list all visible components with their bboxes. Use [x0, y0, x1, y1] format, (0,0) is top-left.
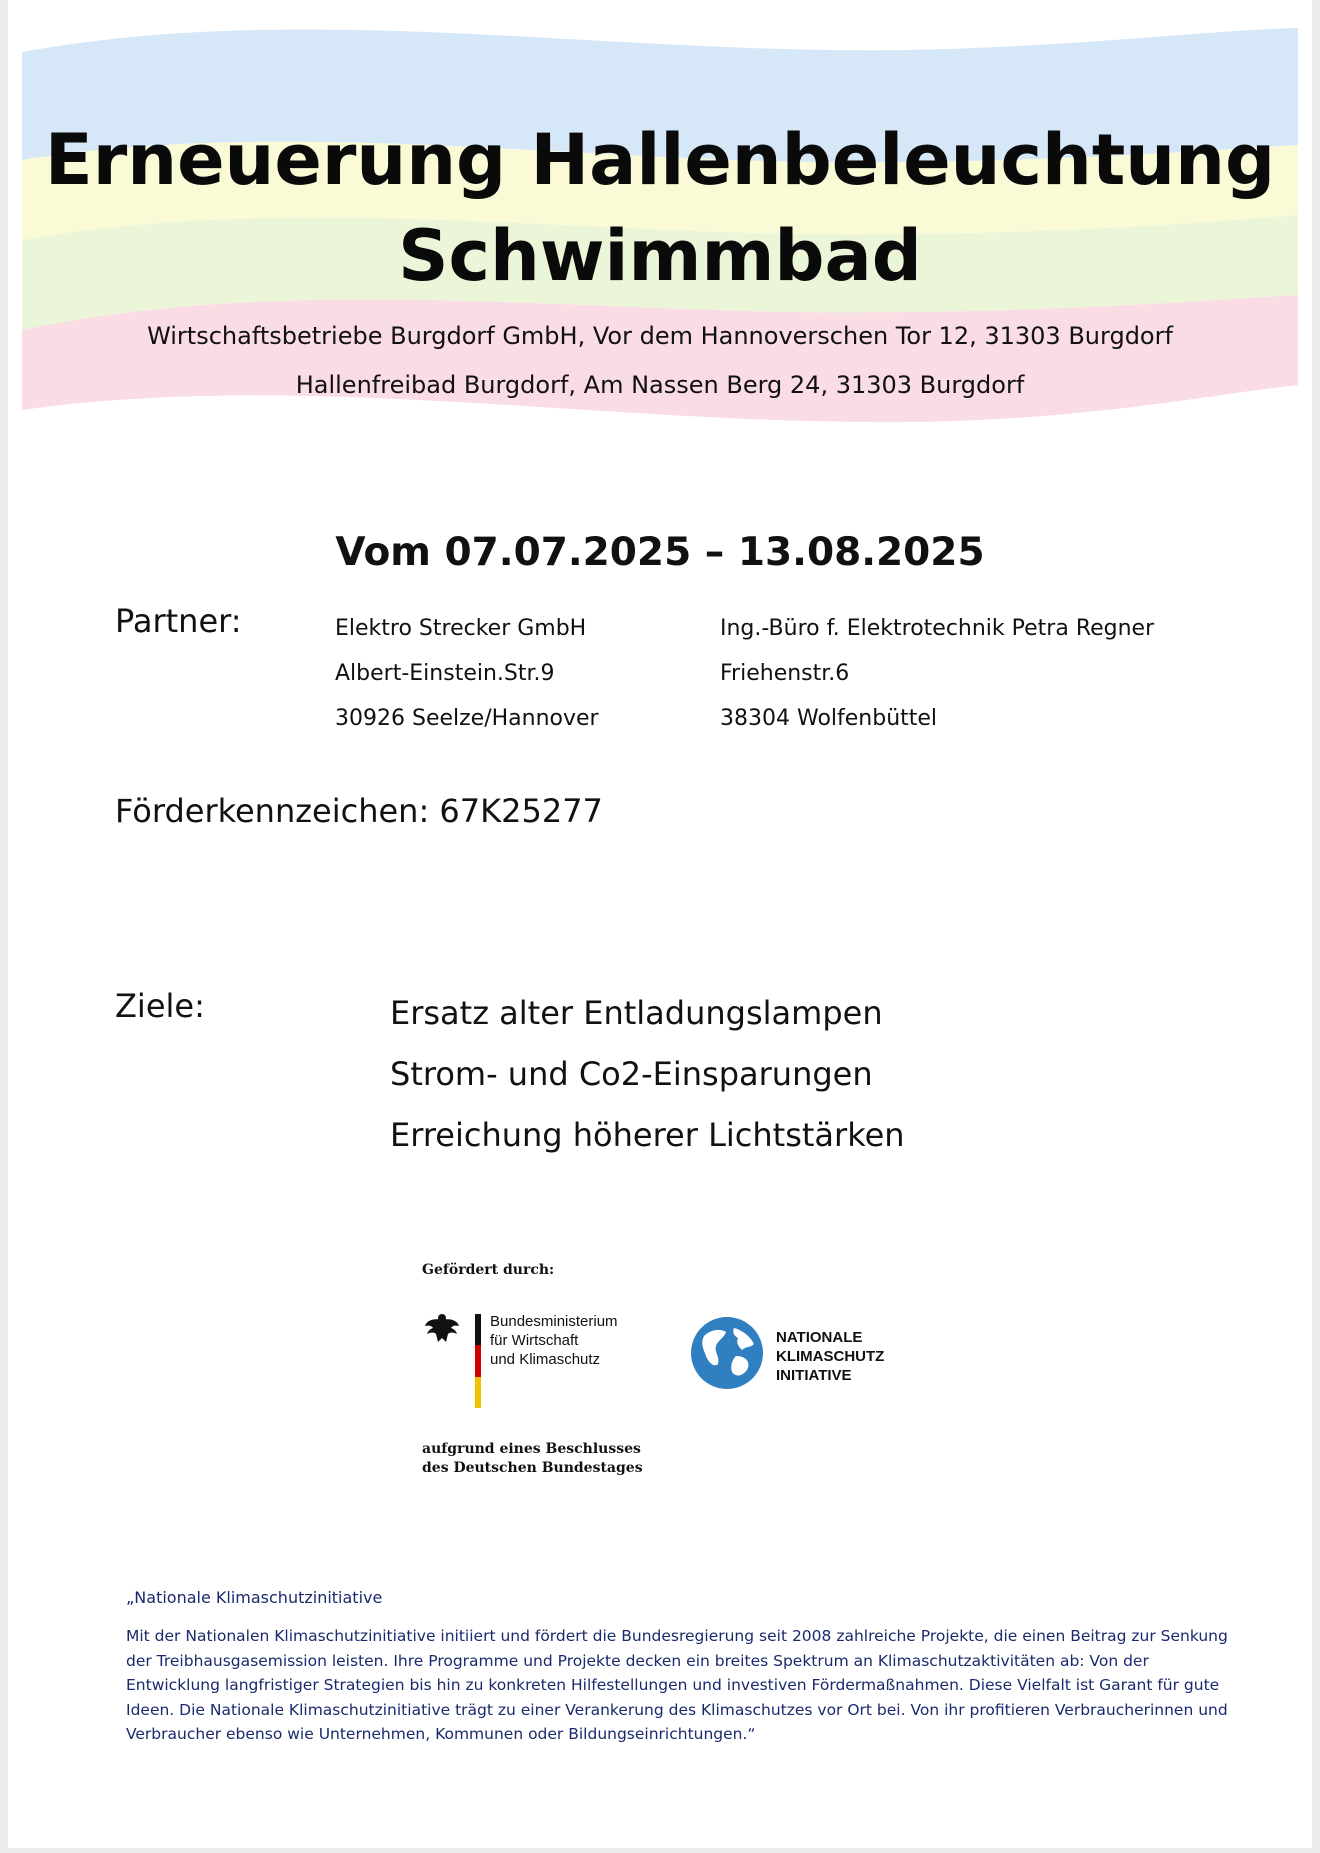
- page-title-line-2: Schwimmbad: [398, 215, 922, 297]
- partner-2-street: Friehenstr.6: [720, 661, 850, 686]
- partner-label: Partner:: [115, 602, 242, 640]
- initiative-line: KLIMASCHUTZ: [776, 1348, 885, 1365]
- funding-code: Förderkennzeichen: 67K25277: [115, 792, 603, 830]
- site-address: Hallenfreibad Burgdorf, Am Nassen Berg 24, 31303 Burgdorf: [295, 371, 1025, 399]
- parliament-resolution: [422, 1440, 643, 1478]
- company-address: Wirtschaftsbetriebe Burgdorf GmbH, Vor dem Hannoverschen Tor 12, 31303 Burgdorf: [147, 322, 1173, 350]
- funded-by-label: Gefördert durch:: [422, 1262, 555, 1278]
- quote-text: Mit der Nationalen Klimaschutzinitiative initiiert und fördert die Bundesregierung seit 2008 zahlreiche Projekte, die einen Beitrag zur Senkung der Treibhausgasemission leisten. Ihre Programme und Projekte decken ein breites Spektrum an Klimaschutzaktivitäten ab: Von der Entwicklung langfristiger Strategien bis hin zu konkreten Hilfestellungen und investiven Fördermaßnahmen. Diese Vielfalt ist Garant für gute Ideen. Die Nationale Klimaschutzinitiative trägt zu einer Verankerung des Klimaschutzes vor Ort bei. Von ihr profitieren Verbraucherinnen und Verbraucher ebenso wie Unternehmen, Kommunen oder Bildungseinrichtungen.“: [126, 1627, 1228, 1743]
- funding-logo-block: [422, 1262, 942, 1492]
- partner-2: [720, 606, 1154, 741]
- goals-label: Ziele:: [115, 987, 205, 1025]
- german-flag-bar: [475, 1314, 481, 1408]
- ministry-name: [490, 1312, 618, 1369]
- goal-item: Erreichung höherer Lichtstärken: [390, 1116, 905, 1154]
- page-title-line-1: Erneuerung Hallenbeleuchtung: [44, 119, 1276, 201]
- partner-1-name: Elektro Strecker GmbH: [335, 616, 587, 641]
- project-period: Vom 07.07.2025 – 13.08.2025: [335, 530, 985, 575]
- partner-2-name: Ing.-Büro f. Elektrotechnik Petra Regner: [720, 616, 1155, 641]
- ministry-line: für Wirtschaft: [490, 1332, 579, 1349]
- quote-title: „Nationale Klimaschutzinitiative: [126, 1588, 383, 1607]
- federal-eagle-icon: [424, 1310, 460, 1346]
- resolution-line: aufgrund eines Beschlusses: [422, 1441, 641, 1457]
- partner-1-street: Albert-Einstein.Str.9: [335, 661, 555, 686]
- document-page: [8, 0, 1312, 1848]
- partner-1-city: 30926 Seelze/Hannover: [335, 706, 599, 731]
- goal-item: Ersatz alter Entladungslampen: [390, 994, 883, 1032]
- ministry-line: und Klimaschutz: [490, 1351, 601, 1368]
- goal-item: Strom- und Co2-Einsparungen: [390, 1055, 873, 1093]
- partner-1: [335, 606, 599, 741]
- wave-pink: [22, 295, 1298, 422]
- initiative-line: NATIONALE: [776, 1329, 863, 1346]
- partner-2-city: 38304 Wolfenbüttel: [720, 706, 938, 731]
- initiative-line: INITIATIVE: [776, 1367, 852, 1384]
- ministry-line: Bundesministerium: [490, 1313, 618, 1330]
- resolution-line: des Deutschen Bundestages: [422, 1460, 643, 1476]
- initiative-name: [776, 1328, 884, 1385]
- goals-list: [390, 983, 905, 1166]
- globe-icon: [690, 1316, 764, 1390]
